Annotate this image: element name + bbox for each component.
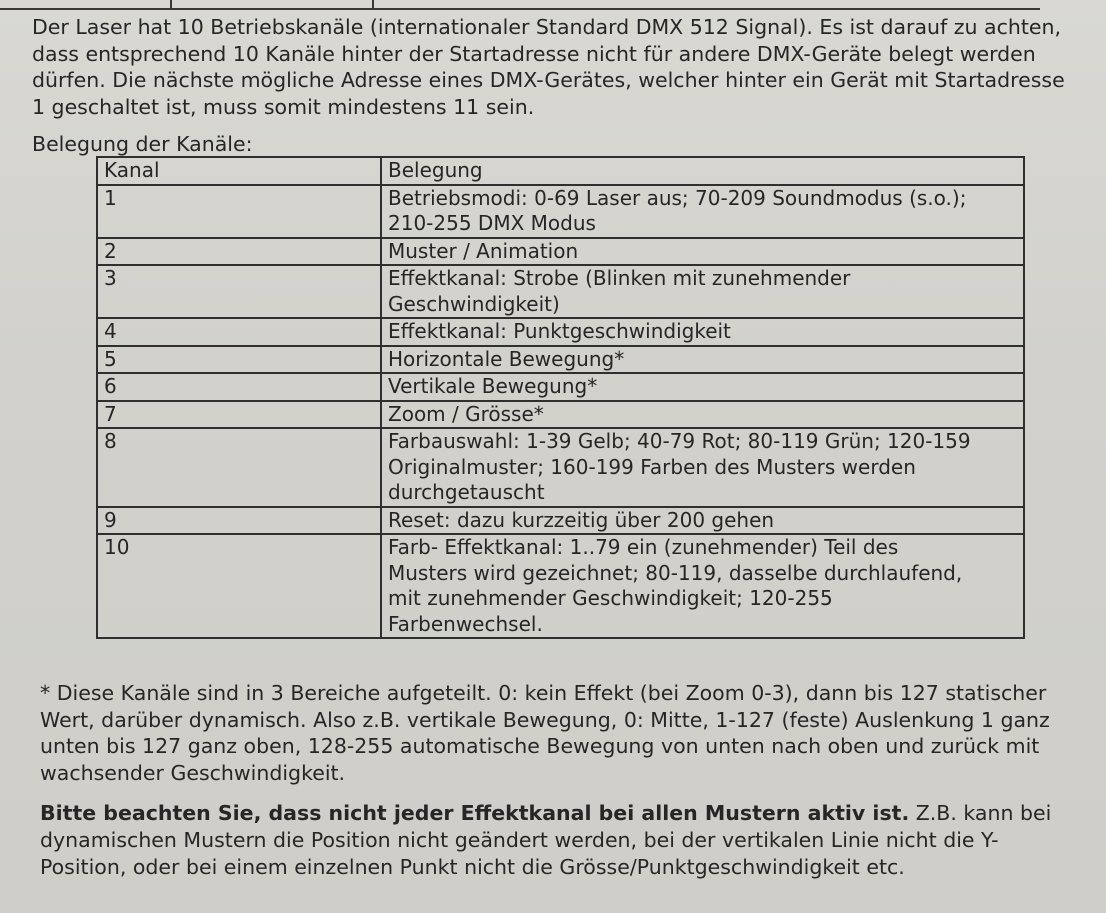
belegung-line: Farbenwechsel. bbox=[388, 611, 543, 636]
kanal-cell: 6 bbox=[97, 373, 381, 401]
table-row bbox=[97, 318, 1024, 346]
belegung-cell bbox=[381, 318, 1024, 346]
kanal-cell: 8 bbox=[97, 428, 381, 507]
kanal-cell: 5 bbox=[97, 346, 381, 374]
belegung-line: Betriebsmodi: 0-69 Laser aus; 70-209 Soundmodus (s.o.); bbox=[388, 185, 967, 210]
table-row bbox=[97, 238, 1024, 266]
table-caption: Belegung der Kanäle: bbox=[32, 132, 253, 156]
header-belegung: Belegung bbox=[381, 157, 1024, 185]
belegung-line: Muster / Animation bbox=[388, 238, 579, 263]
belegung-line: Reset: dazu kurzzeitig über 200 gehen bbox=[388, 507, 775, 532]
border-tick bbox=[170, 0, 172, 8]
footnote-line: Wert, darüber dynamisch. Also z.B. vertikale Bewegung, 0: Mitte, 1-127 (feste) Auslenkung 1 ganz bbox=[40, 707, 1050, 732]
intro-line: Der Laser hat 10 Betriebskanäle (internationaler Standard DMX 512 Signal). Es ist darauf zu achten, bbox=[32, 15, 1061, 39]
belegung-line: Vertikale Bewegung* bbox=[388, 374, 598, 398]
kanal-cell: 10 bbox=[97, 534, 381, 638]
table-row bbox=[97, 507, 1024, 535]
top-table-border bbox=[0, 0, 1040, 10]
belegung-line: Geschwindigkeit) bbox=[388, 291, 560, 316]
notice-line bbox=[40, 800, 1100, 827]
intro-line: 1 geschaltet ist, muss somit mindestens 11 sein. bbox=[32, 94, 535, 119]
belegung-line: Effektkanal: Strobe (Blinken mit zunehmender bbox=[388, 266, 851, 290]
table-row bbox=[97, 346, 1024, 374]
belegung-cell bbox=[381, 428, 1024, 507]
belegung-line: Originalmuster; 160-199 Farben des Musters werden bbox=[388, 454, 916, 479]
kanal-cell: 7 bbox=[97, 401, 381, 429]
belegung-cell bbox=[381, 238, 1024, 266]
notice-bold-text: Bitte beachten Sie, dass nicht jeder Effektkanal bei allen Mustern aktiv ist. bbox=[40, 801, 910, 825]
belegung-line: Effektkanal: Punktgeschwindigkeit bbox=[388, 319, 731, 343]
footnote-line: wachsender Geschwindigkeit. bbox=[40, 760, 346, 785]
belegung-line: Musters wird gezeichnet; 80-119, dasselbe durchlaufend, bbox=[388, 560, 963, 585]
kanal-cell: 2 bbox=[97, 238, 381, 266]
belegung-cell bbox=[381, 401, 1024, 429]
notice-line: Position, oder bei einem einzelnen Punkt nicht die Grösse/Punktgeschwindigkeit etc. bbox=[40, 855, 905, 879]
belegung-cell bbox=[381, 346, 1024, 374]
intro-paragraph bbox=[32, 14, 1102, 120]
belegung-line: 210-255 DMX Modus bbox=[388, 211, 596, 235]
notice-line: dynamischen Mustern die Position nicht geändert werden, bei der vertikalen Linie nicht die Y- bbox=[40, 828, 999, 852]
belegung-line: Zoom / Grösse* bbox=[388, 401, 544, 426]
table-row bbox=[97, 185, 1024, 238]
channel-table bbox=[96, 156, 1025, 639]
table-row bbox=[97, 428, 1024, 507]
belegung-cell bbox=[381, 185, 1024, 238]
table-header-row bbox=[97, 157, 1024, 185]
kanal-cell: 3 bbox=[97, 265, 381, 318]
table-row bbox=[97, 401, 1024, 429]
intro-line: dass entsprechend 10 Kanäle hinter der Startadresse nicht für andere DMX-Geräte belegt werden bbox=[32, 41, 1036, 66]
border-tick bbox=[372, 0, 374, 8]
kanal-cell: 4 bbox=[97, 318, 381, 346]
belegung-line: Farb- Effektkanal: 1..79 ein (zunehmender) Teil des bbox=[388, 535, 899, 559]
footnote-line: * Diese Kanäle sind in 3 Bereiche aufgeteilt. 0: kein Effekt (bei Zoom 0-3), dann bis 127 statischer bbox=[40, 681, 1047, 705]
belegung-cell bbox=[381, 507, 1024, 535]
belegung-line: durchgetauscht bbox=[388, 480, 545, 504]
belegung-cell bbox=[381, 534, 1024, 638]
table-row bbox=[97, 373, 1024, 401]
intro-line: dürfen. Die nächste mögliche Adresse eines DMX-Gerätes, welcher hinter ein Gerät mit Startadresse bbox=[32, 68, 1065, 92]
belegung-line: Horizontale Bewegung* bbox=[388, 346, 625, 371]
notice-text: Z.B. kann bei bbox=[909, 801, 1052, 825]
belegung-cell bbox=[381, 373, 1024, 401]
belegung-line: Farbauswahl: 1-39 Gelb; 40-79 Rot; 80-119 Grün; 120-159 bbox=[388, 429, 971, 453]
table-row bbox=[97, 265, 1024, 318]
table-row bbox=[97, 534, 1024, 638]
footnote-line: unten bis 127 ganz oben, 128-255 automatische Bewegung von unten nach oben und zurück mit bbox=[40, 734, 1040, 758]
header-kanal: Kanal bbox=[97, 157, 381, 185]
belegung-line: mit zunehmender Geschwindigkeit; 120-255 bbox=[388, 586, 833, 610]
kanal-cell: 9 bbox=[97, 507, 381, 535]
footnote-paragraph bbox=[40, 680, 1100, 786]
notice-paragraph bbox=[40, 800, 1100, 881]
belegung-cell bbox=[381, 265, 1024, 318]
kanal-cell: 1 bbox=[97, 185, 381, 238]
